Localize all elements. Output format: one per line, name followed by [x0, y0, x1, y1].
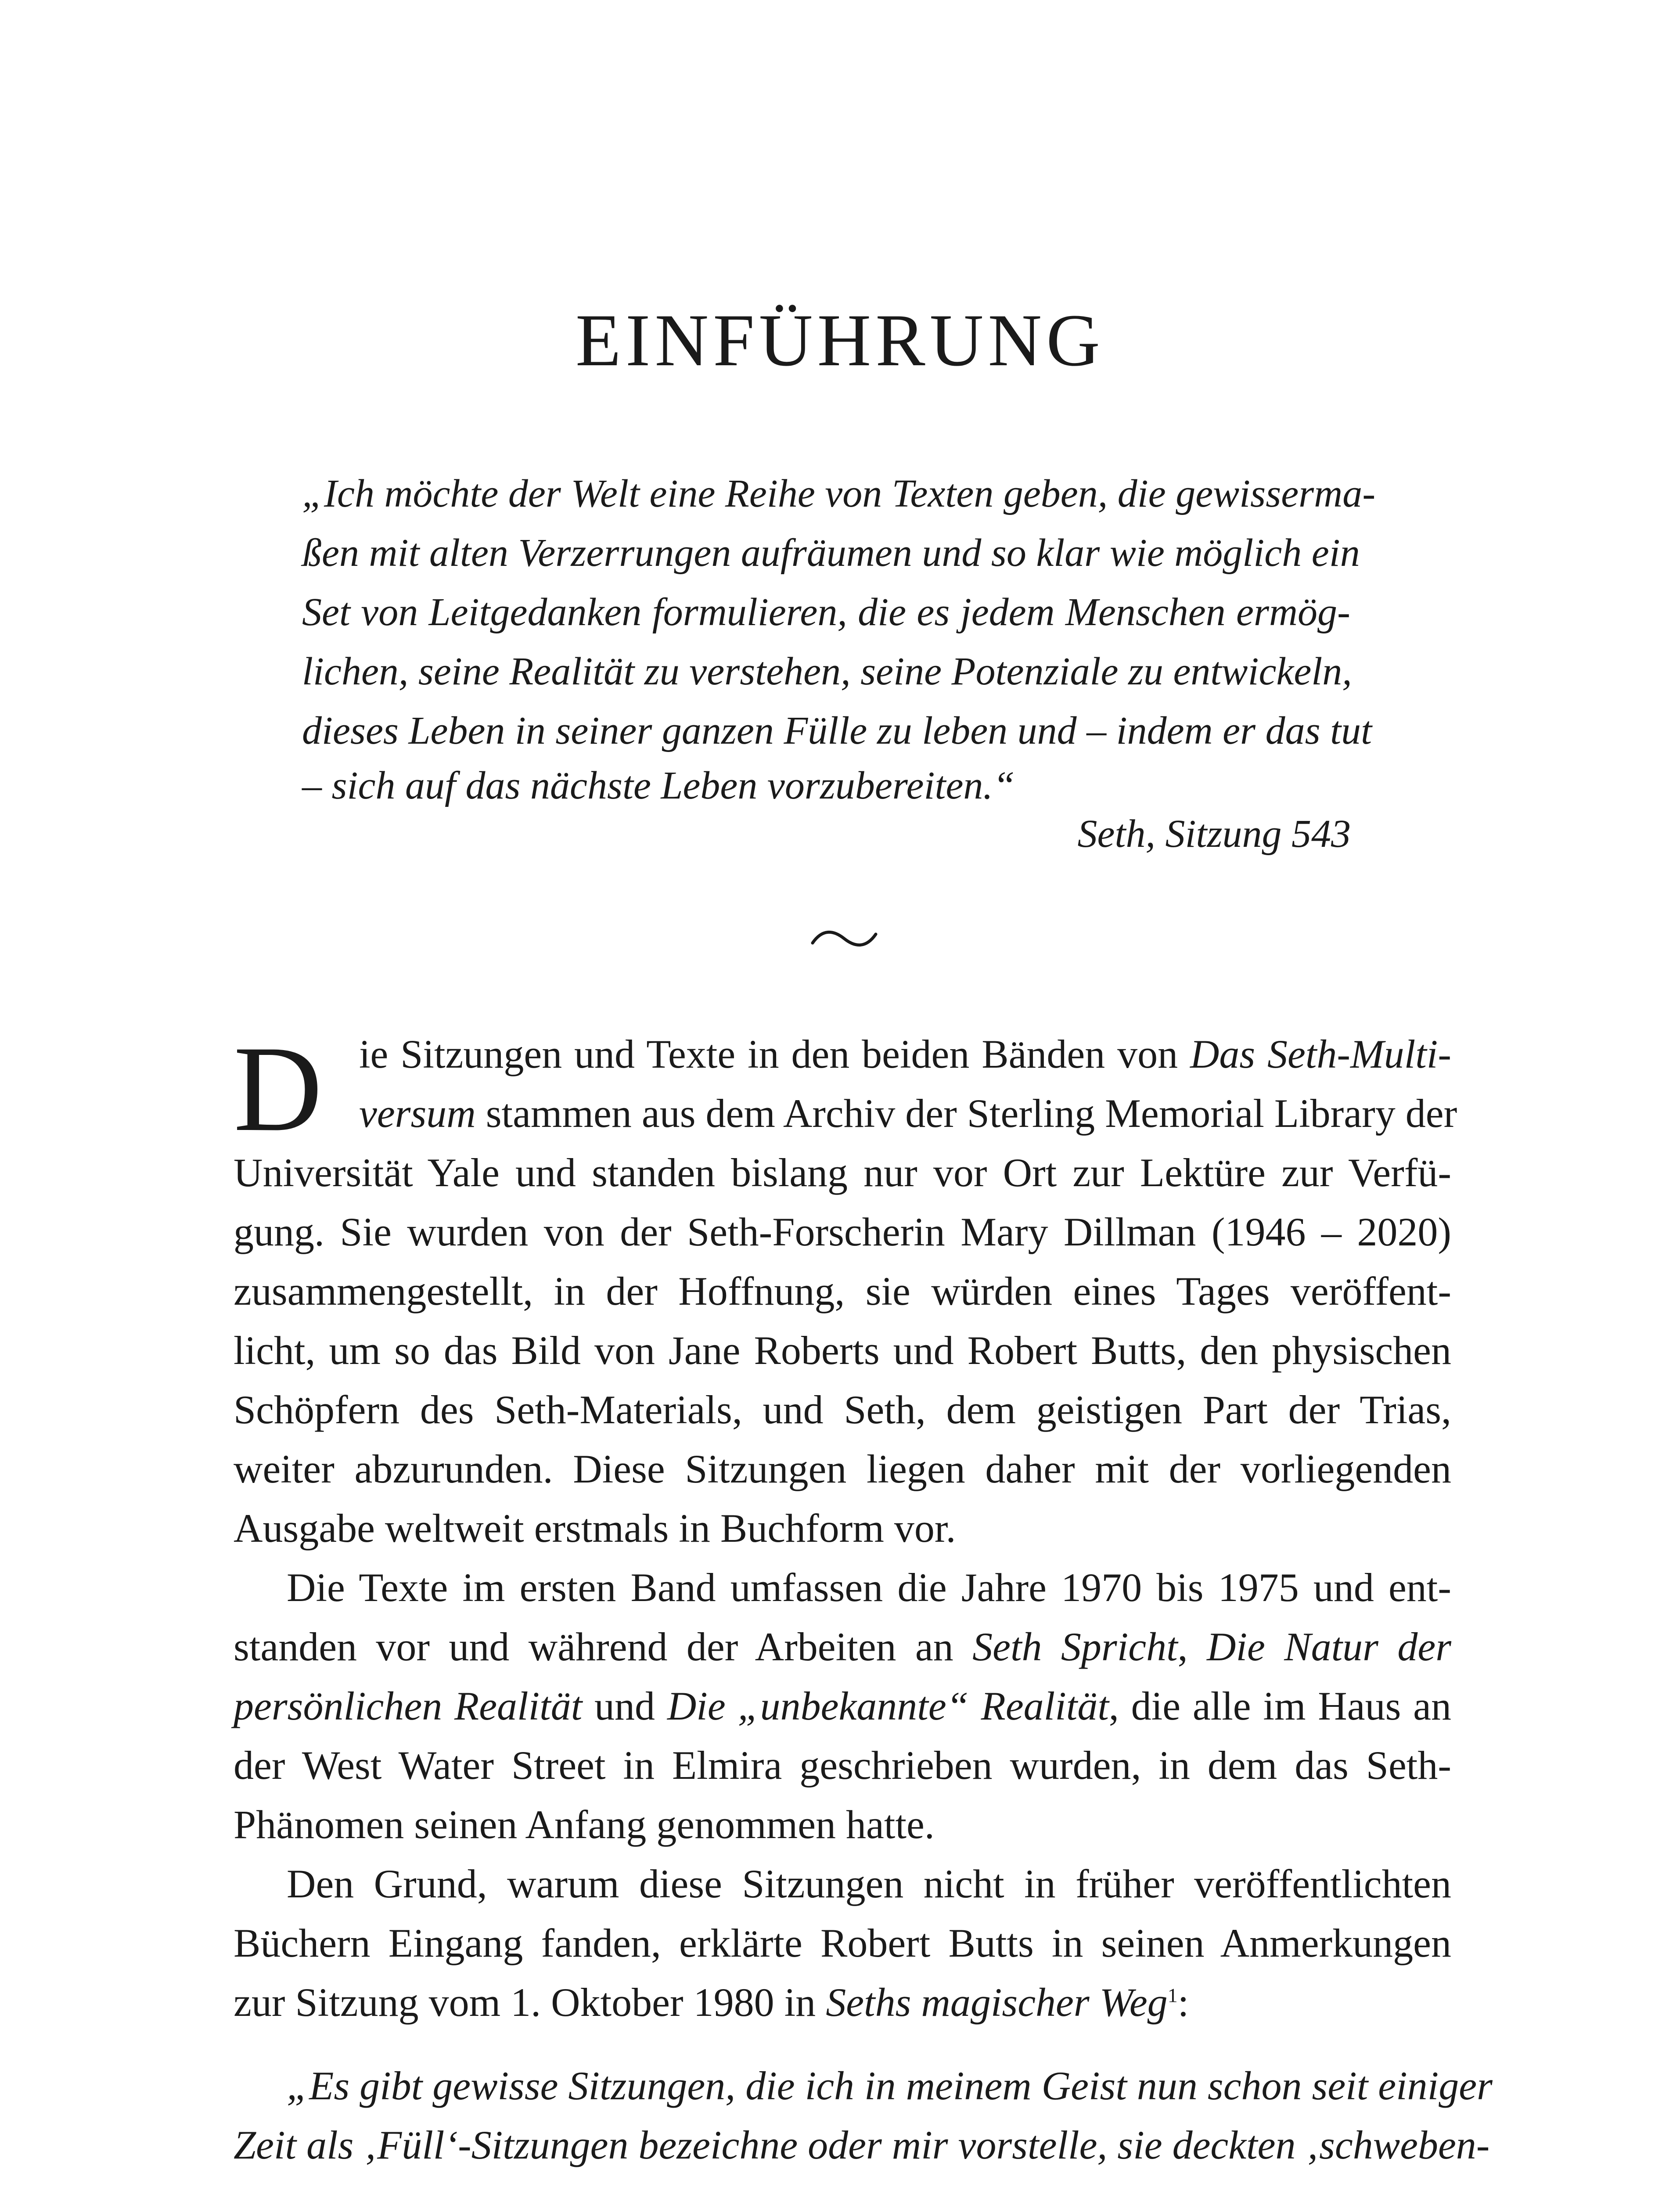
- body-line: Phänomen seinen Anfang genommen hatte.: [234, 1802, 935, 1847]
- body-line: Schöpfern des Seth-Materials, und Seth, dem geistigen Part der Trias,: [234, 1387, 1451, 1432]
- tilde-ornament: [809, 925, 879, 952]
- epigraph-line: lichen, seine Realität zu verstehen, seine Potenziale zu entwickeln,: [302, 650, 1352, 693]
- chapter-title: EINFÜHRUNG: [576, 299, 1104, 381]
- body-line: standen vor und während der Arbeiten an Seth Spricht, Die Natur der: [234, 1624, 1451, 1669]
- body-line: persönlichen Realität und Die „unbekannte“ Realität, die alle im Haus an: [234, 1684, 1451, 1728]
- quote-line: Zeit als ‚Füll‘-Sitzungen bezeichne oder mir vorstelle, sie deckten ‚schweben-: [234, 2123, 1490, 2167]
- epigraph-line: – sich auf das nächste Leben vorzubereiten.“: [302, 764, 1015, 807]
- epigraph-line: ßen mit alten Verzerrungen aufräumen und so klar wie möglich ein: [302, 531, 1360, 575]
- body-line: Die Texte im ersten Band umfassen die Jahre 1970 bis 1975 und ent-: [287, 1565, 1451, 1610]
- epigraph-line: Set von Leitgedanken formulieren, die es jedem Menschen ermög-: [302, 590, 1350, 634]
- quote-line: „Es gibt gewisse Sitzungen, die ich in meinem Geist nun schon seit einiger: [287, 2063, 1493, 2108]
- body-line: versum stammen aus dem Archiv der Sterling Memorial Library der: [359, 1091, 1457, 1136]
- body-line: ie Sitzungen und Texte in den beiden Bänden von Das Seth-Multi-: [359, 1032, 1452, 1076]
- body-line: der West Water Street in Elmira geschrieben wurden, in dem das Seth-: [234, 1743, 1451, 1788]
- body-line: zusammengestellt, in der Hoffnung, sie würden eines Tages veröffent-: [234, 1269, 1451, 1313]
- body-line: gung. Sie wurden von der Seth-Forscherin Mary Dillman (1946 – 2020): [234, 1209, 1451, 1254]
- footnote-ref[interactable]: 1: [1167, 1984, 1178, 2007]
- body-line: Ausgabe weltweit erstmals in Buchform vor.: [234, 1506, 956, 1551]
- body-line: Büchern Eingang fanden, erklärte Robert Butts in seinen Anmerkungen: [234, 1921, 1451, 1965]
- body-line: Universität Yale und standen bislang nur vor Ort zur Lektüre zur Verfü-: [234, 1150, 1451, 1195]
- body-line: licht, um so das Bild von Jane Roberts und Robert Butts, den physischen: [234, 1328, 1451, 1373]
- drop-cap: D: [234, 1020, 323, 1157]
- body-line: weiter abzurunden. Diese Sitzungen liegen daher mit der vorliegenden: [234, 1447, 1451, 1491]
- epigraph-line: dieses Leben in seiner ganzen Fülle zu leben und – indem er das tut: [302, 709, 1372, 752]
- body-line: Den Grund, warum diese Sitzungen nicht in früher veröffentlichten: [287, 1861, 1451, 1906]
- epigraph-attribution: Seth, Sitzung 543: [1077, 812, 1351, 856]
- body-line: zur Sitzung vom 1. Oktober 1980 in Seths magischer Weg$^1$:: [234, 1980, 1189, 2025]
- epigraph-line: „Ich möchte der Welt eine Reihe von Texten geben, die gewisserma-: [302, 472, 1376, 515]
